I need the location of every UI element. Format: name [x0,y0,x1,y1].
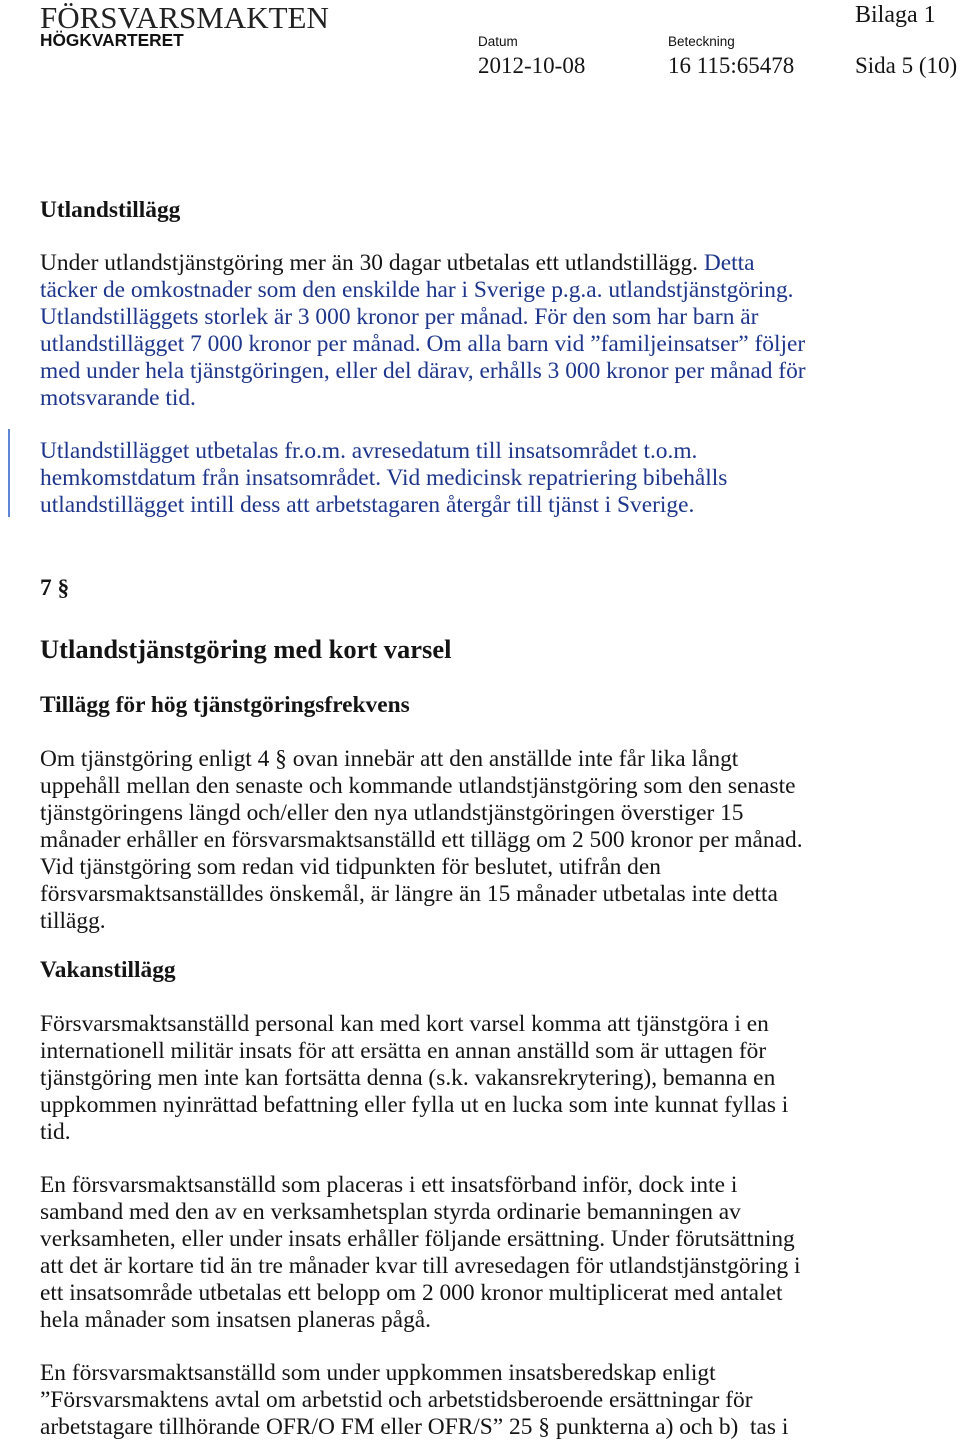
paragraph-line: att det är kortare tid än tre månader kvar till avresedagen för utlandstjänstgöring i [40,1253,801,1279]
change-bar [8,429,10,517]
document-reference: 16 115:65478 [668,53,795,78]
paragraph-line: internationell militär insats för att ersätta en annan anställd som är uttagen för [40,1038,767,1064]
paragraph-line: utlandstillägget intill dess att arbetstagaren återgår till tjänst i Sverige. [40,492,695,518]
paragraph [40,746,803,935]
paragraph-line: Utlandstilläggets storlek är 3 000 kronor per månad. För den som har barn är [40,304,759,330]
paragraph-line: månader erhåller en försvarsmaktsanställd ett tillägg om 2 500 kronor per månad. [40,827,803,853]
original-text: Under utlandstjänstgöring mer än 30 dagar utbetalas ett utlandstillägg. [40,250,704,276]
paragraph [40,250,806,412]
paragraph-line: En försvarsmaktsanställd som placeras i ett insatsförband inför, dock inte i [40,1172,738,1198]
paragraph-line: ”Försvarsmaktens avtal om arbetstid och arbetstidsberoende ersättningar för [40,1387,753,1413]
paragraph-line: tid. [40,1119,71,1145]
paragraph-line: uppkommen nyinrättad befattning eller fylla ut en lucka som inte kunnat fyllas i [40,1092,789,1118]
paragraph [40,1172,801,1334]
page-number: Sida 5 (10) [855,53,958,78]
paragraph-line: tjänstgöring men inte kan fortsätta denna (s.k. vakansrekrytering), bemanna en [40,1065,776,1091]
paragraph-line: Vid tjänstgöring som redan vid tidpunkten för beslutet, utifrån den [40,854,661,880]
paragraph-line: tjänstgöringens längd och/eller den nya utlandstjänstgöringen överstiger 15 [40,800,744,826]
attachment-label: Bilaga 1 [855,2,936,28]
paragraph-line: uppehåll mellan den senaste och kommande utlandstjänstgöring som den senaste [40,773,796,799]
document-date: 2012-10-08 [478,53,586,78]
date-label: Datum [478,34,518,49]
paragraph-line: täcker de omkostnader som den enskilde har i Sverige p.g.a. utlandstjänstgöring. [40,277,794,303]
paragraph-line: hemkomstdatum från insatsområdet. Vid medicinsk repatriering bibehålls [40,465,728,491]
revised-text: Detta [703,250,755,276]
paragraph-line: Försvarsmaktsanställd personal kan med kort varsel komma att tjänstgöra i en [40,1011,769,1037]
paragraph-line: tillägg. [40,908,106,934]
organization-logotype: FÖRSVARSMAKTEN [40,0,329,35]
paragraph-line: med under hela tjänstgöringen, eller del därav, erhålls 3 000 kronor per månad för [40,358,806,384]
paragraph-line: verksamheten, eller under insats erhåller följande ersättning. Under förutsättning [40,1226,795,1252]
paragraph-line: försvarsmaktsanställdes önskemål, är längre än 15 månader utbetalas inte detta [40,881,778,907]
paragraph-line: ett insatsområde utbetalas ett belopp om 2 000 kronor multiplicerat med antalet [40,1280,783,1306]
paragraph-line: En försvarsmaktsanställd som under uppkommen insatsberedskap enligt [40,1360,716,1386]
paragraph [40,1011,788,1146]
paragraph-line: arbetstagare tillhörande OFR/O FM eller OFR/S” 25 § punkterna a) och b) tas i [40,1414,789,1440]
reference-label: Beteckning [668,34,735,49]
paragraph [40,438,727,519]
paragraph [40,1360,788,1441]
section-heading: Utlandstillägg [40,197,181,223]
section-heading: Utlandstjänstgöring med kort varsel [40,634,452,664]
subsection-heading: Tillägg för hög tjänstgöringsfrekvens [40,692,410,718]
paragraph-line: samband med den av en verksamhetsplan styrda ordinarie bemanningen av [40,1199,741,1225]
section-number: 7 § [40,575,70,601]
subsection-heading: Vakanstillägg [40,957,176,983]
paragraph-line: utlandstillägget 7 000 kronor per månad. Om alla barn vid ”familjeinsatser” följer [40,331,806,357]
paragraph-line: Utlandstillägget utbetalas fr.o.m. avresedatum till insatsområdet t.o.m. [40,438,698,464]
organization-unit: HÖGKVARTERET [40,30,184,50]
paragraph-line: Om tjänstgöring enligt 4 § ovan innebär att den anställde inte får lika långt [40,746,739,772]
paragraph-line [40,250,806,277]
paragraph-line: motsvarande tid. [40,385,196,411]
paragraph-line: hela månader som insatsen planeras pågå. [40,1307,431,1333]
